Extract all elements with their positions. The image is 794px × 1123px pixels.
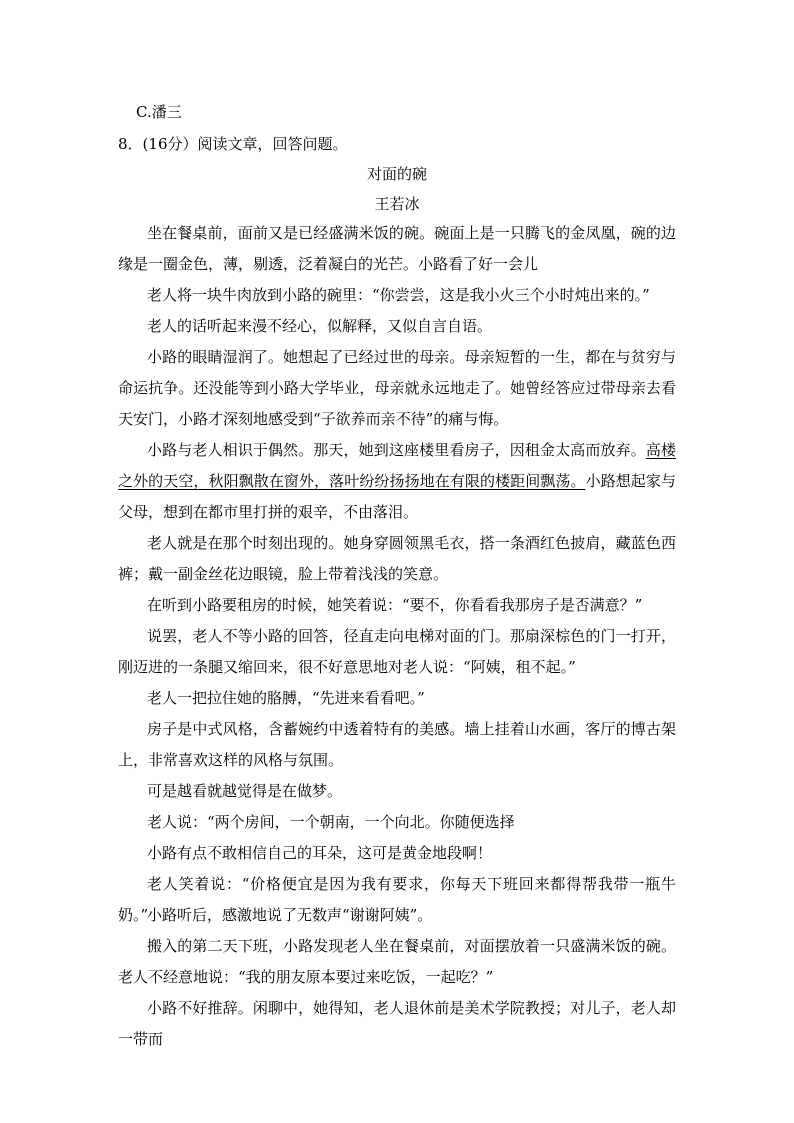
article-title: 对面的碗 (366, 165, 427, 183)
paragraph-5-tail: 小路想起家与父母，想到在都市里打拼的艰辛，不由落泪。 (118, 472, 676, 521)
question-heading: 8．(16分）阅读文章，回答问题。 (118, 135, 348, 153)
paragraph-5-text: 小路与老人相识于偶然。那天，她到这座楼里看房子，因租金太高而放弃。 (147, 441, 646, 459)
underlined-sentence: 高楼之外的天空，秋阳飘散在窗外，落叶纷纷扬扬地在有限的楼距间飘荡。 (118, 441, 676, 490)
paragraph-13: 小路有点不敢相信自己的耳朵，这可是黄金地段啊！ (147, 844, 493, 862)
paragraph-8: 说罢，老人不等小路的回答，径直走向电梯对面的门。那扇深棕色的门一打开，刚迈进的一条腿又缩回来，很不好意思地对老人说：“阿姨，租不起。” (118, 627, 676, 676)
article-author: 王若冰 (374, 195, 420, 213)
paragraph-1: 坐在餐桌前，面前又是已经盛满米饭的碗。碗面上是一只腾飞的金凤凰，碗的边缘是一圈金色，薄，剔透，泛着凝白的光芒。小路看了好一会儿 (118, 224, 676, 273)
paragraph-2: 老人将一块牛肉放到小路的碗里：“你尝尝，这是我小火三个小时炖出来的。” (147, 286, 650, 304)
paragraph-11: 可是越看就越觉得是在做梦。 (147, 782, 343, 800)
paragraph-9: 老人一把拉住她的胳膊，“先进来看看吧。” (147, 689, 425, 707)
paragraph-14: 老人笑着说：“价格便宜是因为我有要求，你每天下班回来都得帮我带一瓶牛奶。” (118, 875, 676, 924)
paragraph-16: 搬入的第二天下班，小路发现老人坐在餐桌前，对面摆放着一只盛满米饭的碗。老人不经意地说：“我的朋友原本要过来吃饭，一起吃？” (118, 937, 676, 986)
paragraph-7: 在听到小路要租房的时候，她笑着说：“要不，你看看我那房子是否满意？” (147, 596, 643, 614)
paragraph-6: 老人就是在那个时刻出现的。她身穿圆领黑毛衣，搭一条酒红色披肩，藏蓝色西裤；戴一副金丝花边眼镜，脸上带着浅浅的笑意。 (118, 534, 676, 583)
paragraph-4: 小路的眼睛湿润了。她想起了已经过世的母亲。母亲短暂的一生，都在与贫穷与命运抗争。还没能等到小路大学毕业，母亲就永远地走了。她曾经答应过带母亲去看天安门，小路才深刻地感受到“子欲养而亲不待”的痛与悔。 (118, 348, 676, 428)
paragraph-5 (118, 435, 676, 528)
paragraph-17: 小路不好推辞。闲聊中，她得知，老人退休前是美术学院教授；对儿子，老人却一带而 (118, 999, 676, 1048)
paragraph-10: 房子是中式风格，含蓄婉约中透着特有的美感。墙上挂着山水画，客厅的博古架上，非常喜欢这样的风格与氛围。 (118, 720, 676, 769)
paragraph-12: 老人说：“两个房间，一个朝南，一个向北。你随便选择 (147, 813, 515, 831)
answer-option-c: C.潘三 (136, 103, 182, 121)
paragraph-15: 小路听后，感激地说了无数声“谢谢阿姨”。 (147, 906, 433, 924)
paragraph-3: 老人的话听起来漫不经心，似解释，又似自言自语。 (147, 317, 493, 335)
